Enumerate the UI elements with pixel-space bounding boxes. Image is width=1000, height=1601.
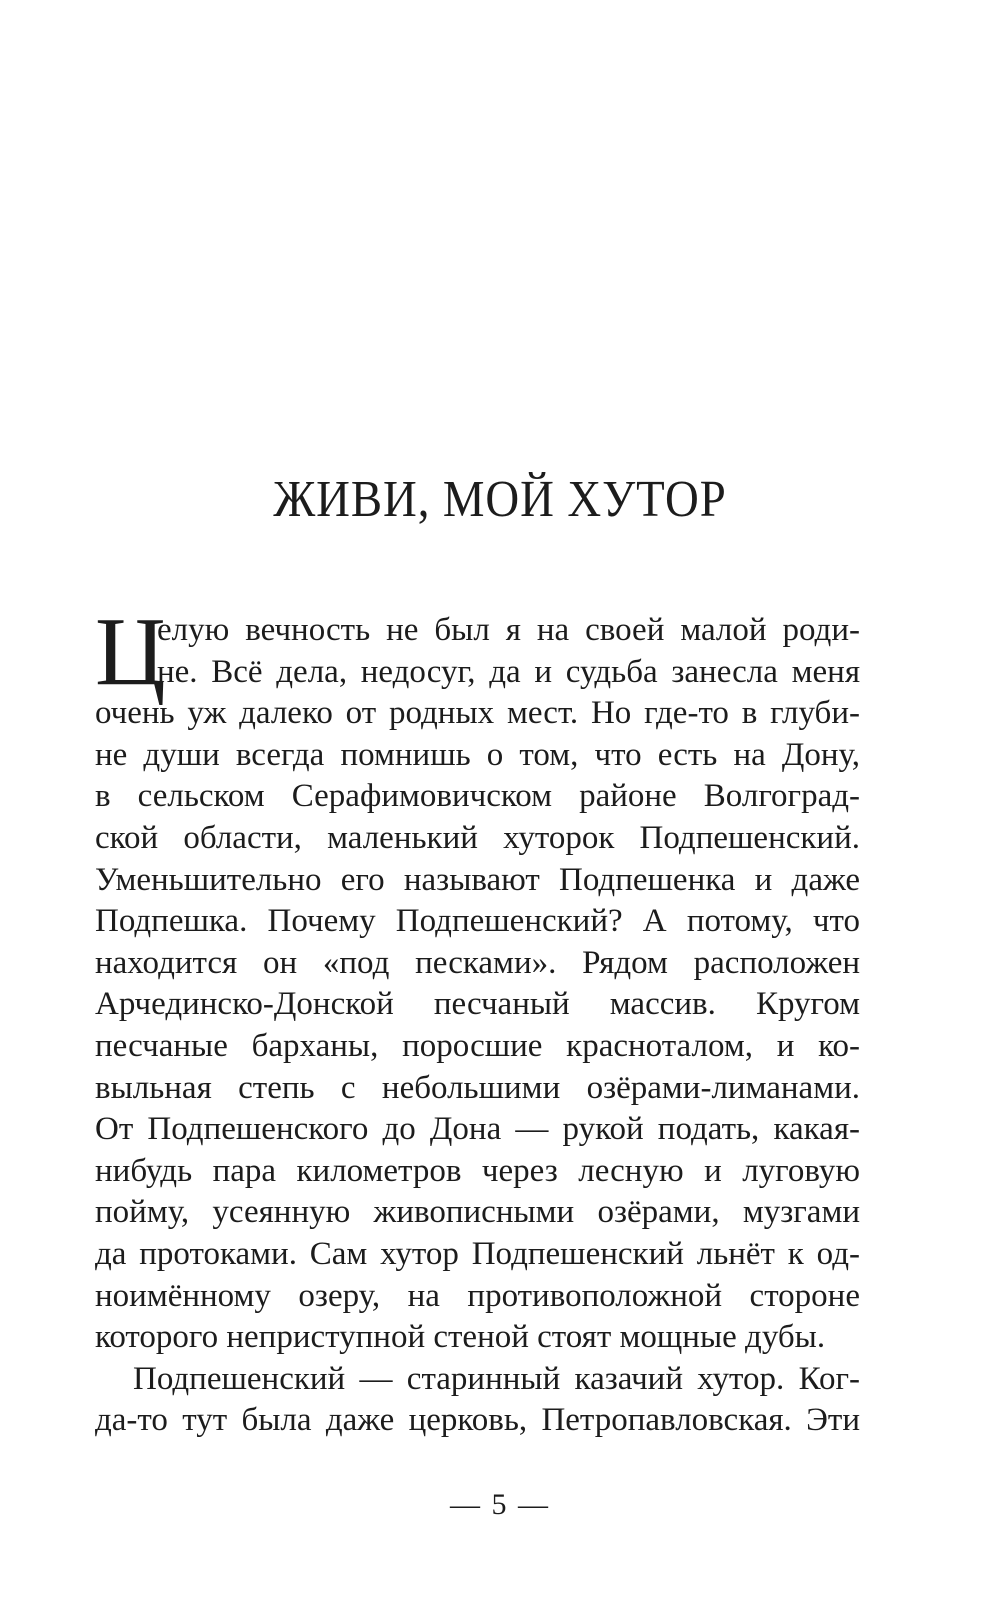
text-line: да протоками. Сам хутор Подпешенский льнёт к од- <box>95 1235 860 1272</box>
text-line: песчаные барханы, поросшие красноталом, и ко- <box>95 1027 860 1064</box>
page-number: — 5 — <box>450 1488 550 1521</box>
text-line: в сельском Серафимовичском районе Волгоград- <box>95 778 860 815</box>
text-line: нибудь пара километров через лесную и луговую <box>95 1152 860 1189</box>
drop-cap: Ц <box>95 598 166 706</box>
text-line: не. Всё дела, недосуг, да и судьба занесла меня <box>157 653 860 690</box>
text-line: очень уж далеко от родных мест. Но где-то в глуби- <box>95 695 860 732</box>
text-line: Арчединско-Донской песчаный массив. Кругом <box>95 986 860 1023</box>
text-line: которого неприступной стеной стоят мощные дубы. <box>95 1319 826 1356</box>
text-line: выльная степь с небольшими озёрами-лиманами. <box>95 1069 860 1106</box>
text-line: Уменьшительно его называют Подпешенка и даже <box>95 861 860 898</box>
text-line: пойму, усеянную живописными озёрами, музгами <box>95 1194 860 1231</box>
text-line: елую вечность не был я на своей малой роди- <box>157 612 860 648</box>
text-line: ноимённому озеру, на противоположной стороне <box>95 1277 860 1314</box>
text-line: Подпешка. Почему Подпешенский? А потому, что <box>95 903 860 940</box>
chapter-title: ЖИВИ, МОЙ ХУТОР <box>273 471 727 528</box>
text-line: ской области, маленький хуторок Подпешенский. <box>95 819 860 856</box>
text-line: находится он «под песками». Рядом расположен <box>95 944 860 981</box>
chapter-text <box>95 598 860 1442</box>
text-line: Подпешенский — старинный казачий хутор. Ког- <box>133 1360 860 1397</box>
text-line: не души всегда помнишь о том, что есть на Дону, <box>95 736 860 773</box>
text-line: да-то тут была даже церковь, Петропавловская. Эти <box>95 1402 860 1439</box>
text-line: От Подпешенского до Дона — рукой подать, какая- <box>95 1111 860 1148</box>
